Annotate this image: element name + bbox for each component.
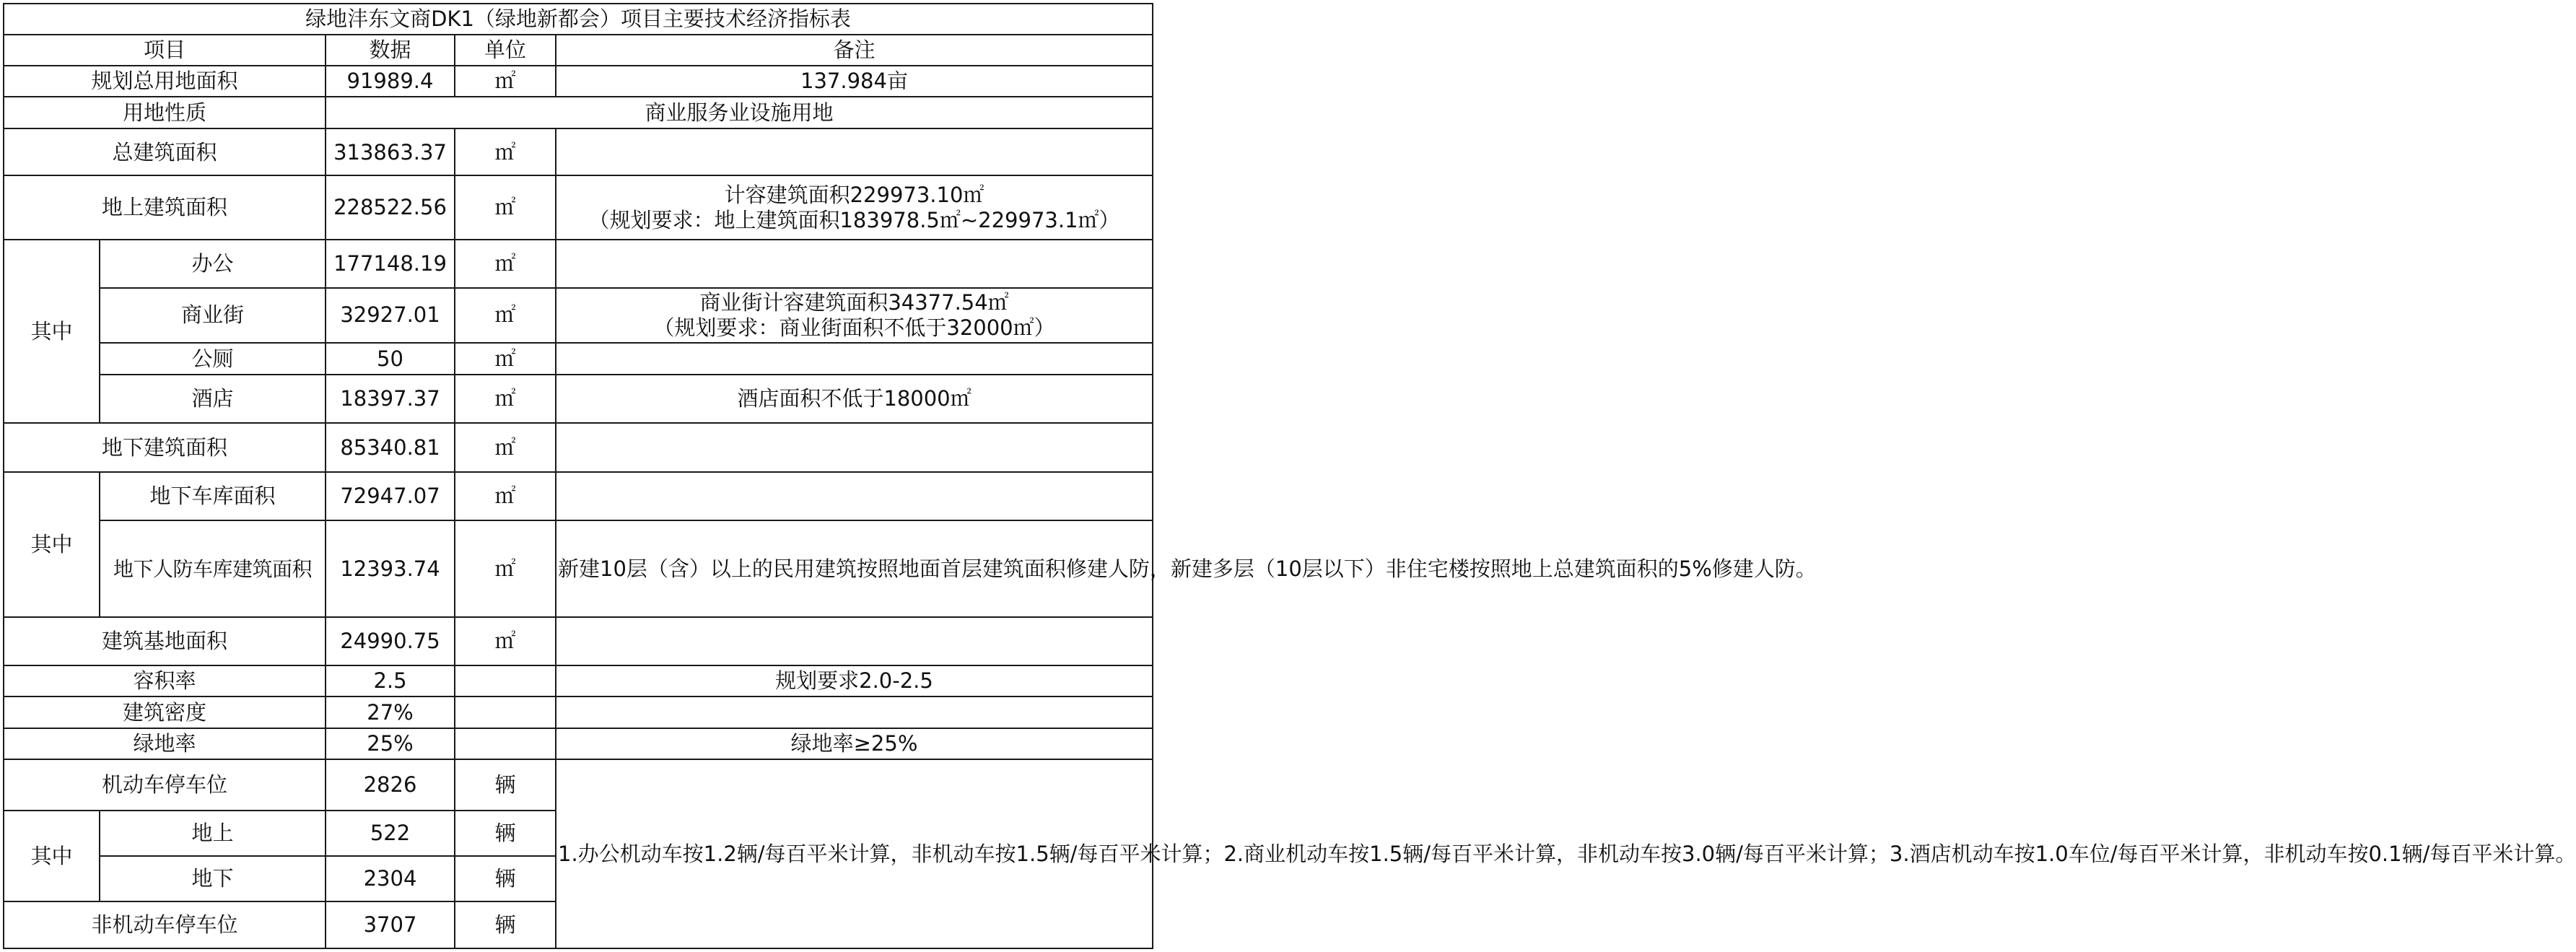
parking-note: 1.办公机动车按1.2辆/每百平米计算，非机动车按1.5辆/每百平米计算；2.商业机动车按1.5辆/每百平米计算，非机动车按3.0辆/每百平米计算；3.酒店机动车按1.0车位/每百平米计算，非机动车按0.1辆/每百平米计算。 <box>556 759 1153 948</box>
row-note: 规划要求2.0-2.5 <box>556 665 1153 696</box>
row-value: 177148.19 <box>326 240 455 288</box>
row-note <box>556 617 1153 665</box>
row-label: 建筑密度 <box>4 696 326 729</box>
row-unit: ㎡ <box>455 128 556 175</box>
row-value: 522 <box>326 811 455 856</box>
row-label: 规划总用地面积 <box>4 66 326 97</box>
note-line: 商业街计容建筑面积34377.54㎡ <box>699 289 1009 315</box>
row-label: 商业街 <box>100 288 326 343</box>
row-label: 酒店 <box>100 375 326 423</box>
table-row <box>4 97 1153 129</box>
row-label: 地下 <box>100 856 326 901</box>
table-row <box>4 520 1153 617</box>
table-row <box>4 728 1153 759</box>
row-unit: ㎡ <box>455 472 556 520</box>
row-label: 容积率 <box>4 665 326 696</box>
row-label: 总建筑面积 <box>4 128 326 175</box>
row-value: 91989.4 <box>326 66 455 97</box>
row-unit: ㎡ <box>455 423 556 472</box>
row-note <box>556 288 1153 343</box>
row-note: 酒店面积不低于18000㎡ <box>556 375 1153 423</box>
row-note <box>556 423 1153 472</box>
row-unit <box>455 728 556 759</box>
row-unit: ㎡ <box>455 343 556 375</box>
row-value: 50 <box>326 343 455 375</box>
row-note <box>556 240 1153 288</box>
table-row <box>4 665 1153 696</box>
row-value: 2304 <box>326 856 455 901</box>
row-note <box>556 128 1153 175</box>
group-label: 其中 <box>4 240 100 424</box>
table-row <box>4 175 1153 239</box>
row-unit: 辆 <box>455 901 556 948</box>
row-label: 地下车库面积 <box>100 472 326 520</box>
table-row <box>4 343 1153 375</box>
table-row <box>4 375 1153 423</box>
row-unit: ㎡ <box>455 66 556 97</box>
row-value: 18397.37 <box>326 375 455 423</box>
row-note: 137.984亩 <box>556 66 1153 97</box>
row-label: 用地性质 <box>4 97 326 129</box>
row-unit: ㎡ <box>455 240 556 288</box>
table-title: 绿地沣东文商DK1（绿地新都会）项目主要技术经济指标表 <box>4 4 1153 35</box>
note-line: （规划要求：地上建筑面积183978.5㎡~229973.1㎡） <box>588 207 1120 232</box>
row-value: 12393.74 <box>326 520 455 617</box>
row-note: 绿地率≥25% <box>556 728 1153 759</box>
header-item: 项目 <box>4 35 326 66</box>
row-label: 非机动车停车位 <box>4 901 326 948</box>
table-row <box>4 759 1153 811</box>
row-unit: 辆 <box>455 856 556 901</box>
row-unit: ㎡ <box>455 288 556 343</box>
row-label: 机动车停车位 <box>4 759 326 811</box>
row-unit: 辆 <box>455 759 556 811</box>
table-row <box>4 696 1153 729</box>
row-note: 新建10层（含）以上的民用建筑按照地面首层建筑面积修建人防，新建多层（10层以下）非住宅楼按照地上总建筑面积的5%修建人防。 <box>556 520 1153 617</box>
row-value: 228522.56 <box>326 175 455 239</box>
row-note: 商业服务业设施用地 <box>326 97 1153 129</box>
table-row <box>4 472 1153 520</box>
row-note <box>556 175 1153 239</box>
table-row <box>4 128 1153 175</box>
table-row <box>4 288 1153 343</box>
title-row <box>4 4 1153 35</box>
row-unit <box>455 696 556 729</box>
row-value: 2826 <box>326 759 455 811</box>
row-value: 2.5 <box>326 665 455 696</box>
table-row <box>4 617 1153 665</box>
row-label: 办公 <box>100 240 326 288</box>
row-note <box>556 343 1153 375</box>
row-value: 27% <box>326 696 455 729</box>
row-label: 地下人防车库建筑面积 <box>100 520 326 617</box>
row-label: 地下建筑面积 <box>4 423 326 472</box>
table-row <box>4 66 1153 97</box>
row-value: 24990.75 <box>326 617 455 665</box>
row-label: 地上建筑面积 <box>4 175 326 239</box>
row-unit: ㎡ <box>455 375 556 423</box>
row-label: 公厕 <box>100 343 326 375</box>
header-data: 数据 <box>326 35 455 66</box>
group-label: 其中 <box>4 472 100 617</box>
note-line: 计容建筑面积229973.10㎡ <box>724 182 984 207</box>
group-label: 其中 <box>4 811 100 901</box>
table-row <box>4 240 1153 288</box>
row-label: 建筑基地面积 <box>4 617 326 665</box>
row-value: 32927.01 <box>326 288 455 343</box>
row-unit: ㎡ <box>455 520 556 617</box>
header-note: 备注 <box>556 35 1153 66</box>
row-value: 313863.37 <box>326 128 455 175</box>
row-note <box>556 472 1153 520</box>
header-unit: 单位 <box>455 35 556 66</box>
row-value: 72947.07 <box>326 472 455 520</box>
row-unit: ㎡ <box>455 617 556 665</box>
indicator-table <box>3 3 2576 949</box>
header-row <box>4 35 1153 66</box>
note-line: （规划要求：商业街面积不低于32000㎡） <box>653 315 1055 340</box>
row-note <box>556 696 1153 729</box>
row-unit: 辆 <box>455 811 556 856</box>
row-value: 85340.81 <box>326 423 455 472</box>
row-label: 绿地率 <box>4 728 326 759</box>
row-value: 3707 <box>326 901 455 948</box>
row-unit <box>455 665 556 696</box>
row-value: 25% <box>326 728 455 759</box>
row-unit: ㎡ <box>455 175 556 239</box>
row-label: 地上 <box>100 811 326 856</box>
table-row <box>4 423 1153 472</box>
